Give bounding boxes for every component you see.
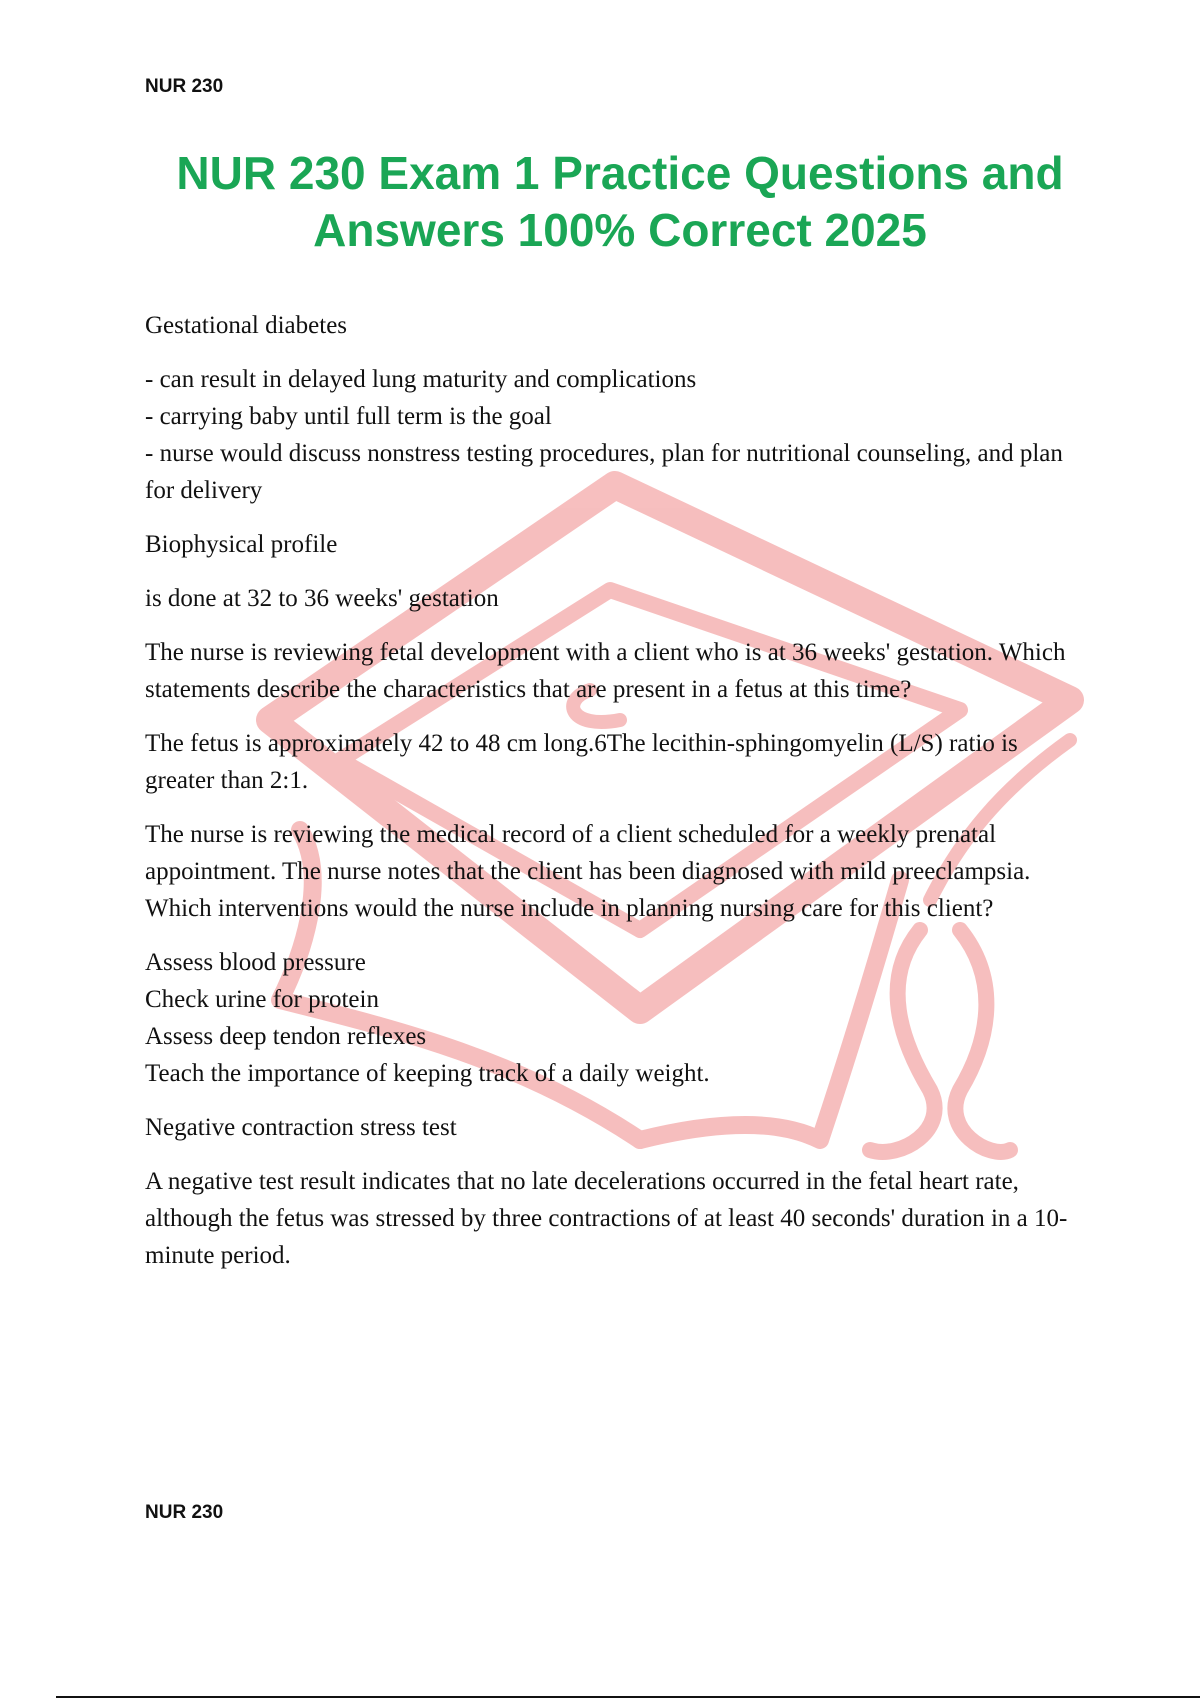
answer-line: Assess deep tendon reflexes: [145, 1023, 427, 1050]
answer-gestational-diabetes: [145, 361, 1090, 509]
document-title-line-1: NUR 230 Exam 1 Practice Questions and: [176, 147, 1064, 199]
answer-line: - carrying baby until full term is the goal: [145, 403, 552, 430]
answer-contraction-stress-test: A negative test result indicates that no late decelerations occurred in the fetal heart rate, although the fetus was stressed by three contractions of at least 40 seconds' duration in a 10-minute period.: [145, 1168, 1068, 1269]
document-body: [145, 307, 1090, 1291]
page-bottom-divider: [56, 1696, 1200, 1698]
answer-line: Teach the importance of keeping track of a daily weight.: [145, 1060, 710, 1087]
answer-line: - can result in delayed lung maturity and complications: [145, 366, 697, 393]
page-header-label: NUR 230: [145, 76, 224, 97]
question-biophysical-profile: Biophysical profile: [145, 531, 338, 558]
question-gestational-diabetes: Gestational diabetes: [145, 312, 348, 339]
answer-biophysical-profile: is done at 32 to 36 weeks' gestation: [145, 585, 499, 612]
question-contraction-stress-test: Negative contraction stress test: [145, 1114, 457, 1141]
answer-line: - nurse would discuss nonstress testing procedures, plan for nutritional counseling, and plan for delivery: [145, 440, 1063, 504]
answer-preeclampsia: [145, 944, 1090, 1092]
answer-line: Check urine for protein: [145, 986, 379, 1013]
answer-fetal-development: The fetus is approximately 42 to 48 cm long.6The lecithin-sphingomyelin (L/S) ratio is greater than 2:1.: [145, 730, 1018, 794]
question-fetal-development: The nurse is reviewing fetal development with a client who is at 36 weeks' gestation. Which statements describe the characteristics that are present in a fetus at this time?: [145, 639, 1066, 703]
question-preeclampsia: The nurse is reviewing the medical record of a client scheduled for a weekly prenatal appointment. The nurse notes that the client has been diagnosed with mild preeclampsia. Which interventions would the nurse include in planning nursing care for this client?: [145, 821, 1031, 922]
page-footer-label: NUR 230: [145, 1502, 224, 1523]
answer-line: Assess blood pressure: [145, 949, 366, 976]
document-title: [100, 145, 1140, 259]
document-title-line-2: Answers 100% Correct 2025: [313, 204, 927, 256]
